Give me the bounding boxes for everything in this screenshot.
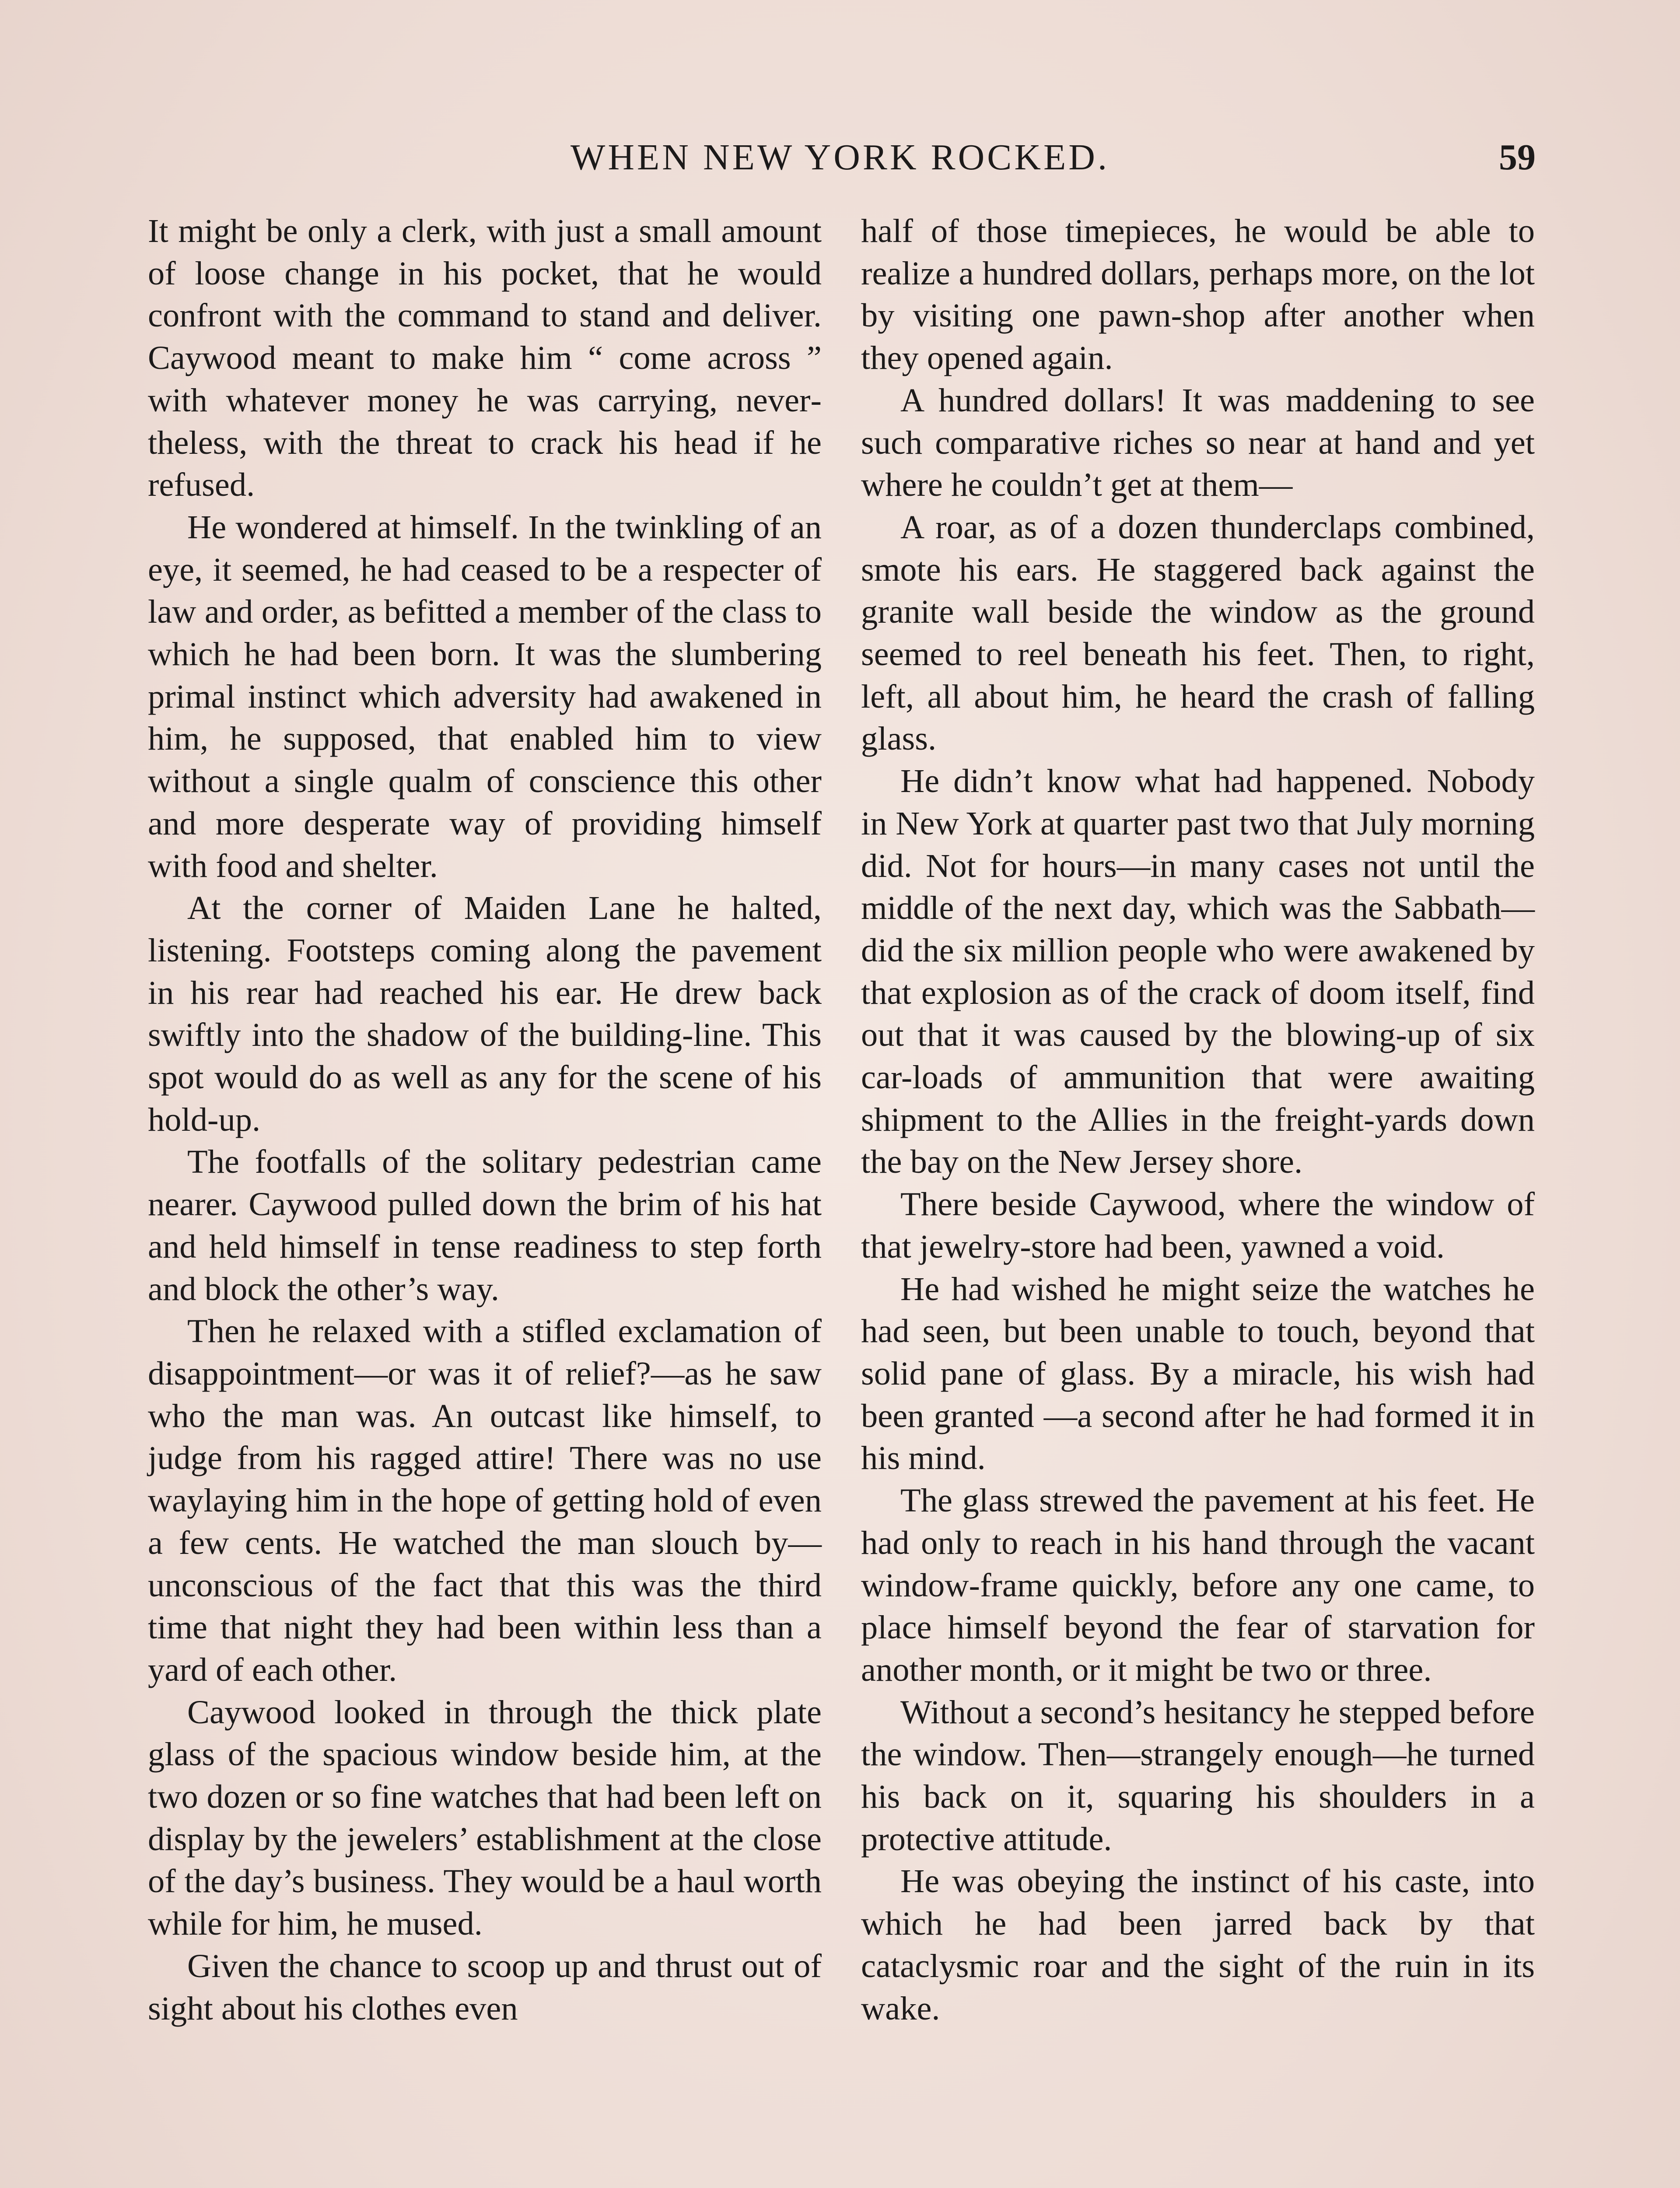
paragraph: A roar, as of a dozen thunderclaps combined, smote his ears. He staggered back against the granite wall beside the window as the ground seemed to reel beneath his feet. Then, to right, left, all about him, he heard the crash of falling glass. (861, 508, 1535, 757)
paragraph: He had wished he might seize the watches he had seen, but been unable to touch, beyond that solid pane of glass. By a miracle, his wish had been granted —a second after he had formed it in his mind. (861, 1270, 1535, 1477)
right-column (861, 210, 1535, 2030)
paragraph: He didn’t know what had happened. Nobody in New York at quarter past two that July morning did. Not for hours—in many cases not until the middle of the next day, which was the Sabbath—did the six million people who were awakened by that explosion as of the crack of doom itself, find out that it was caused by the blowing-up of six car-loads of ammunition that were awaiting shipment to the Allies in the freight-yards down the bay on the New Jersey shore. (861, 762, 1535, 1181)
paragraph: The footfalls of the solitary pedestrian came nearer. Caywood pulled down the brim of his hat and held himself in tense readiness to step forth and block the other’s way. (148, 1143, 822, 1308)
paragraph: A hundred dollars! It was maddening to see such comparative riches so near at hand and yet where he couldn’t get at them— (861, 381, 1535, 504)
paragraph: It might be only a clerk, with just a small amount of loose change in his pocket, that he would confront with the command to stand and deliver. Caywood meant to make him “ come across ” with whatever money he was carrying, nevertheless, with the threat to crack his head if he refused. (148, 212, 822, 504)
page-header (144, 131, 1536, 184)
paragraph: He wondered at himself. In the twinkling of an eye, it seemed, he had ceased to be a respecter of law and order, as befitted a member of the class to which he had been born. It was the slumbering primal instinct which adversity had awakened in him, he supposed, that enabled him to view without a single qualm of conscience this other and more desperate way of providing himself with food and shelter. (148, 508, 822, 884)
paragraph: He was obeying the instinct of his caste, into which he had been jarred back by that cataclysmic roar and the sight of the ruin in its wake. (861, 1862, 1535, 2027)
paragraph: Then he relaxed with a stifled exclamation of disappointment—or was it of relief?—as he saw who the man was. An outcast like himself, to judge from his ragged attire! There was no use waylaying him in the hope of getting hold of even a few cents. He watched the man slouch by—unconscious of the fact that this was the third time that night they had been within less than a yard of each other. (148, 1312, 822, 1688)
paragraph: There beside Caywood, where the window of that jewelry-store had been, yawned a void. (861, 1185, 1535, 1265)
left-column (148, 210, 822, 2030)
paragraph: At the corner of Maiden Lane he halted, listening. Footsteps coming along the pavement in his rear had reached his ear. He drew back swiftly into the shadow of the building-line. This spot would do as well as any for the scene of his hold-up. (148, 889, 822, 1138)
paragraph: The glass strewed the pavement at his feet. He had only to reach in his hand through the vacant window-frame quickly, before any one came, to place himself beyond the fear of starvation for another month, or it might be two or three. (861, 1482, 1535, 1688)
paragraph: Caywood looked in through the thick plate glass of the spacious window beside him, at the two dozen or so fine watches that had been left on display by the jewelers’ establishment at the close of the day’s business. They would be a haul worth while for him, he mused. (148, 1693, 822, 1943)
running-title: WHEN NEW YORK ROCKED. (570, 137, 1110, 178)
paragraph: half of those timepieces, he would be able to realize a hundred dollars, perhaps more, on the lot by visiting one pawn-shop after another when they opened again. (861, 212, 1535, 377)
page-number: 59 (1499, 137, 1536, 178)
paragraph: Given the chance to scoop up and thrust out of sight about his clothes even (148, 1947, 822, 2027)
paragraph: Without a second’s hesitancy he stepped before the window. Then—strangely enough—he turned his back on it, squaring his shoulders in a protective attitude. (861, 1693, 1535, 1858)
